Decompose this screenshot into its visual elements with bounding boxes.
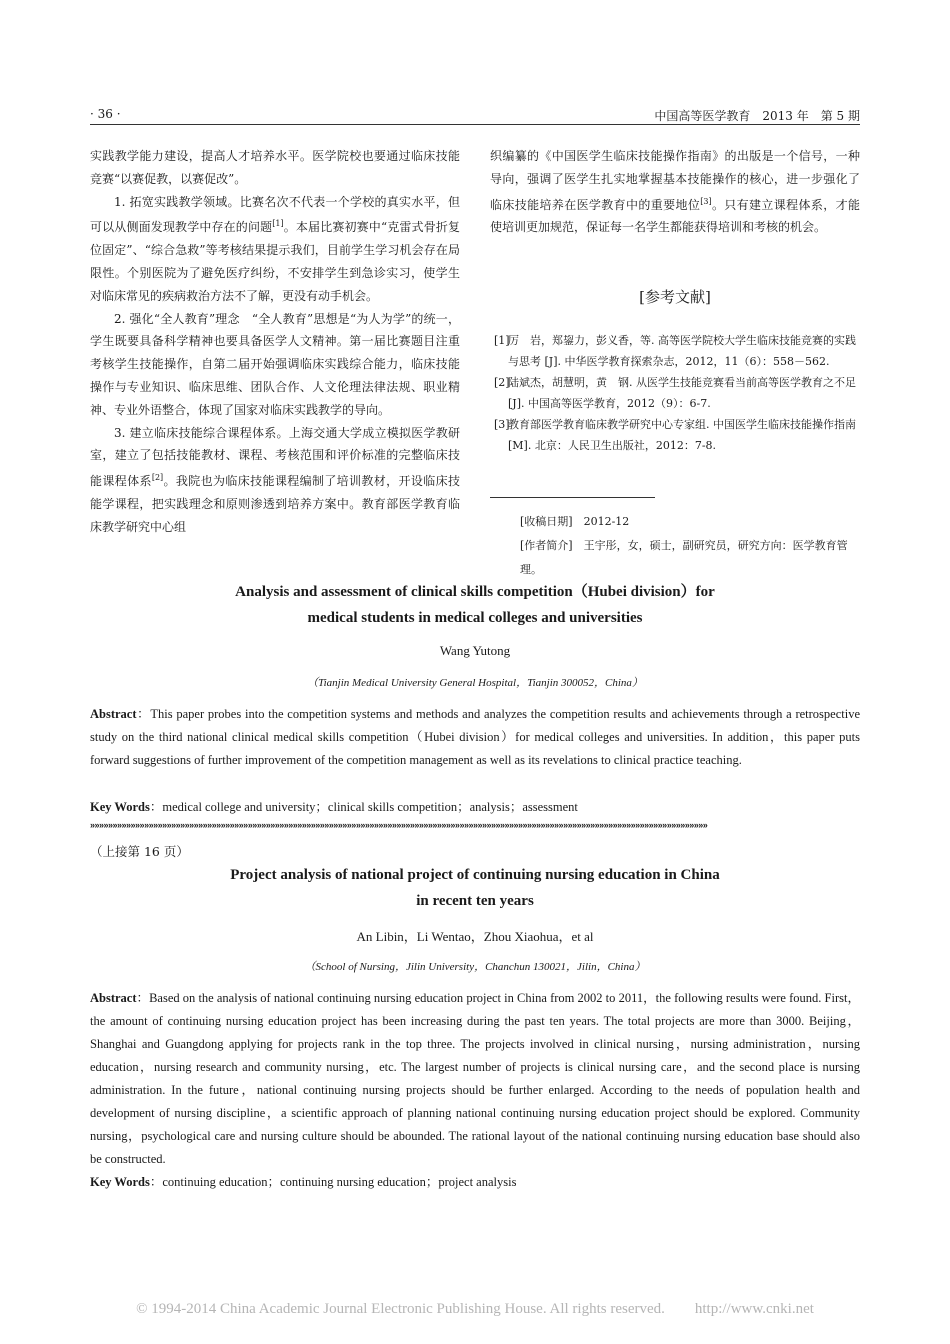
abstract-text: ：Based on the analysis of national continuing nursing education project in China from 2002 to 2011，the following results were found. First，the amount of continuing nursing education project has been increasing during the past ten years. The total projects are more than 3000. Beijing，Shanghai and Guangdong applying for projects rank in the top three. The projects involved in clinical nursing，nursing administration，nursing education，nursing research and community nursing，etc. The largest number of projects is clinical nursing care，and the second place is nursing administration. In the future，national continuing nursing projects should be further enlarged. According to the needs of population health and development of nursing discipline，a scientific approach of planning national continuing nursing education project should be explored. Community nursing，psychological care and nursing culture should be abounded. The rational layout of the national continuing nursing education base should also be constructed. (90, 991, 860, 1166)
article2-keywords (90, 1172, 860, 1190)
left-p4b-text: 。我院也为临床技能课程编制了培训教材，开设临床技能学课程，把实践理念和原则渗透到培养方案中。教育部医学教育临床教学研究中心组 (90, 474, 460, 534)
article2-title-line2: in recent ten years (416, 893, 534, 909)
author-label: [作者简介] (520, 539, 573, 552)
reference-item-3 (494, 414, 860, 456)
article1-title (90, 579, 860, 631)
left-p3-text: 2. 强化“全人教育”理念 “全人教育”思想是“为人为学”的统一，学生既要具备科学精神也要具备医学人文精神。第一届比赛题目注重考核学生技能操作，自第二届开始强调临床实践综合能力，临床技能操作与专业知识、临床思维、团队合作、人文伦理法律法规、职业精神、专业外语整合，体现了国家对临床实践教学的导向。 (90, 311, 460, 417)
reference-item-1 (494, 330, 860, 372)
reference-text: 教育部医学教育临床教学研究中心专家组. 中国医学生临床技能操作指南 [M]. 北京：人民卫生出版社，2012：7-8. (508, 418, 856, 452)
keywords-text: ：medical college and university；clinical skills competition；analysis；assessment (149, 800, 578, 814)
article1-abstract (90, 703, 860, 772)
left-column (90, 145, 460, 539)
left-p4a-text: 3. 建立临床技能综合课程体系。上海交通大学成立模拟医学教研室，建立了包括技能教材、课程、考核范围和评价标准的完整临床技能课程体系 (90, 425, 460, 489)
section-separator: »»»»»»»»»»»»»»»»»»»»»»»»»»»»»»»»»»»»»»»»»»»»»»»»»»»»»»»»»»»»»»»»»»»»»»»»»»»»»»»»»»»»»»»»»»»»»»»»»»»»»»»»»»»»»»»»»»»»»»»»»»»»»»»»»»»»»»»»» (90, 820, 708, 830)
left-p1-text: 实践教学能力建设，提高人才培养水平。医学院校也要通过临床技能竞赛“以赛促教，以赛促改”。 (90, 149, 460, 186)
article2-authors: An Libin，Li Wentao，Zhou Xiaohua，et al (356, 929, 594, 944)
received-label: [收稿日期] (520, 515, 573, 528)
reference-text: 厉 岩，郑鋆力，彭义香，等. 高等医学院校大学生临床技能竞赛的实践与思考 [J]. 中华医学教育探索杂志，2012，11（6）：558－562. (508, 334, 856, 368)
reference-text: 陆斌杰，胡慧明，黄 钢. 从医学生技能竞赛看当前高等医学教育之不足 [J]. 中国高等医学教育，2012（9）：6-7. (508, 376, 856, 410)
received-date (520, 510, 860, 534)
header-rule (90, 124, 860, 125)
article2-abstract (90, 987, 860, 1171)
author-info (520, 534, 860, 582)
article1-title-line1: Analysis and assessment of clinical skills competition（Hubei division）for (235, 584, 715, 600)
page-number: · 36 · (90, 107, 121, 121)
citation-1: [1] (272, 219, 284, 229)
right-column-body (490, 145, 860, 239)
article-notes (520, 510, 860, 582)
keywords-label: Key Words (90, 800, 150, 814)
author-value: 王宇彤，女，硕士，副研究员，研究方向：医学教育管理。 (520, 539, 848, 576)
continued-from: （上接第 16 页） (90, 844, 189, 859)
article1-affiliation: （Tianjin Medical University General Hospital，Tianjin 300052，China） (307, 677, 643, 689)
right-paragraph-1 (490, 145, 860, 239)
reference-number: [3] (494, 418, 510, 431)
left-paragraph-3 (90, 308, 460, 422)
received-value: 2012-12 (583, 515, 630, 528)
article2-affiliation: （School of Nursing，Jilin University，Chanchun 130021，Jilin，China） (304, 961, 646, 973)
article1-keywords (90, 797, 860, 815)
references-list (494, 330, 860, 456)
reference-item-2 (494, 372, 860, 414)
right-p1b-text: 。只有建立课程体系，才能使培训更加规范，保证每一名学生都能获得培训和考核的机会。 (490, 197, 860, 235)
right-p1a-text: 织编纂的《中国医学生临床技能操作指南》的出版是一个信号，一种导向，强调了医学生扎实地掌握基本技能操作的核心，进一步强化了临床技能培养在医学教育中的重要地位 (490, 149, 860, 212)
left-paragraph-1 (90, 145, 460, 191)
references-heading: [参考文献] (639, 288, 711, 306)
abstract-text: ：This paper probes into the competition systems and methods and analyzes the competition results and achievements through a retrospective study on the third national clinical medical skills competition（Hubei division）for medical colleges and universities. In addition，this paper puts forward suggestions of further improvement of the competition management as well as its revelations to clinical practice teaching. (90, 707, 860, 767)
left-paragraph-4 (90, 422, 460, 539)
copyright-footer: © 1994-2014 China Academic Journal Electronic Publishing House. All rights reserved. http://www.cnki.net (136, 1301, 814, 1317)
article2-title-line1: Project analysis of national project of continuing nursing education in China (230, 867, 720, 883)
article2-title (90, 862, 860, 914)
left-p2a-text: 1. 拓宽实践教学领域。比赛名次不代表一个学校的真实水平，但可以从侧面发现教学中存在的问题 (90, 194, 460, 235)
keywords-text: ：continuing education；continuing nursing education；project analysis (149, 1175, 517, 1189)
abstract-label: Abstract (90, 707, 137, 721)
citation-3: [3] (700, 196, 712, 206)
reference-number: [2] (494, 376, 510, 389)
keywords-label: Key Words (90, 1175, 150, 1189)
citation-2: [2] (151, 473, 164, 483)
left-p2b-text: 。本届比赛初赛中“克雷式骨折复位固定”、“综合急救”等考核结果提示我们，目前学生学习机会存在局限性。个别医院为了避免医疗纠纷，不安排学生到急诊实习，使学生对临床常见的疾病救治方法不了解，更没有动手机会。 (90, 220, 460, 303)
notes-rule (490, 497, 655, 498)
abstract-label: Abstract (90, 991, 137, 1005)
article1-title-line2: medical students in medical colleges and universities (307, 610, 643, 626)
journal-header: 中国高等医学教育 2013 年 第 5 期 (654, 109, 860, 123)
reference-number: [1] (494, 334, 510, 347)
article1-author: Wang Yutong (439, 643, 511, 658)
left-paragraph-2 (90, 191, 460, 308)
